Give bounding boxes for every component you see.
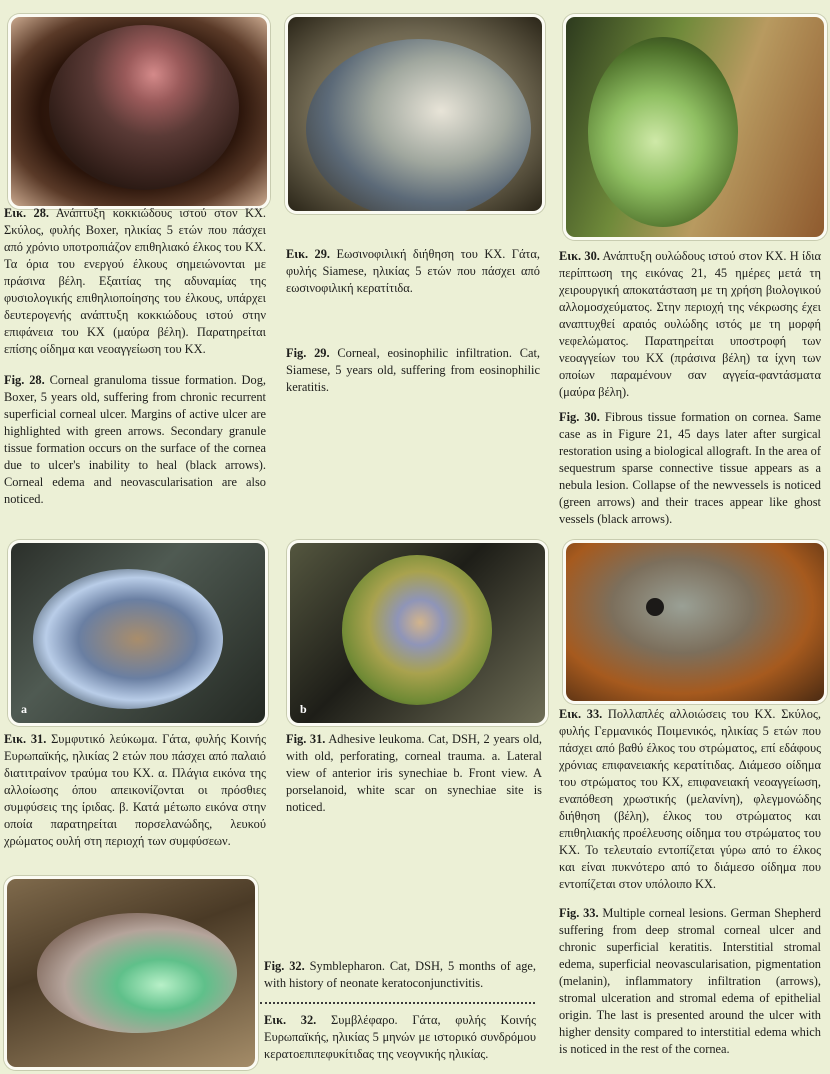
- fig33-gr-text: Πολλαπλές αλλοιώσεις του ΚΧ. Σκύλος, φυλής Γερμανικός Ποιμενικός, ηλικίας 5 ετών που πάσχει από βαθύ έλκος του στρώματος, επί εδάφους χρόνιας επιφανειακής κερατίτιδας. Διάμεσο οίδημα του στρώματος του ΚΧ, επιφανειακή νεοαγγείωση, εναπόθεση χρωστικής (μελανίνη), φλεγμονώδης διήθηση (βέλη), έλκος του στρώματος και επιθηλιακής προέλευσης οίδημα του στρώματος του ΚΧ. Το τελευταίο εντοπίζεται γύρω από το έλκος και είναι πυκνότερο από το διάμεσο οίδημα που εντοπίζεται στον υπόλοιπο ΚΧ.: [559, 707, 821, 891]
- fig32-en-label: Fig. 32.: [264, 959, 305, 973]
- fig31a-cornea: [33, 569, 223, 709]
- fig33-en-text: Multiple corneal lesions. German Shepherd suffering from deep stromal corneal ulcer and chronic superficial keratitis. Interstitial stromal edema, superficial neovascularisation, pigmentation (melanin), inflammatory infiltration (arrows), stromal ulceration and stromal edema of epithelial origin. The last is presented around the ulcer with higher density compared to interstitial edema which is noticed in the rest of the cornea.: [559, 906, 822, 1056]
- fig33-gr-label: Εικ. 33.: [559, 707, 603, 721]
- fig33-caption: [559, 706, 821, 1058]
- fig33-en-label: Fig. 33.: [559, 906, 599, 920]
- fig32-gr-text: Συμβλέφαρο. Γάτα, φυλής Κοινής Ευρωπαϊκής, ηλικίας 5 μηνών με ιστορικό συνδρόμου κερατοεπιπεφυκίτιδας της νεογνικής ηλικίας.: [264, 1013, 536, 1061]
- fig29-gr-text: Εωσινοφιλική διήθηση του ΚΧ. Γάτα, φυλής Siamese, ηλικίας 5 ετών που πάσχει από εωσινοφιλική κερατίτιδα.: [286, 247, 541, 295]
- fig31-gr-caption: [4, 731, 266, 850]
- fig30-caption: [559, 248, 821, 528]
- fig28-en-label: Fig. 28.: [4, 373, 45, 387]
- fig32-en-text: Symblepharon. Cat, DSH, 5 months of age, with history of neonate keratoconjunctivitis.: [264, 959, 536, 990]
- fig30-photo: [563, 14, 827, 240]
- fig31a-photo: [8, 540, 268, 726]
- fig31-gr-label: Εικ. 31.: [4, 732, 47, 746]
- fig29-photo: [285, 14, 545, 214]
- fig31b-cornea: [342, 555, 492, 705]
- fig31-en-label: Fig. 31.: [286, 732, 326, 746]
- fig28-cornea: [49, 25, 239, 190]
- fig28-caption: [4, 205, 266, 508]
- fig29-gr-label: Εικ. 29.: [286, 247, 331, 261]
- fig32-photo: [4, 876, 258, 1070]
- fig31-en-caption: [286, 731, 542, 816]
- fig33-ulcer: [646, 598, 664, 616]
- fig32-cornea: [37, 913, 237, 1033]
- fig29-en-text: Corneal, eosinophilic infiltration. Cat, Siamese, 5 years old, suffering from eosinophilic keratitis.: [286, 346, 541, 394]
- fig28-photo: [8, 14, 270, 209]
- fig28-gr-text: Ανάπτυξη κοκκιώδους ιστού στον ΚΧ. Σκύλος, φυλής Boxer, ηλικίας 5 ετών που πάσχει από χρόνιο υποτροπιάζον επιθηλιακό έλκος του ΚΧ. Τα όρια του ενεργού έλκους σημειώνονται με πράσινα βέλη. Εξαιτίας της αδυναμίας της φυσιολογικής επιθηλιοποίησης του έλκους, υπάρχει δευτερογενής ανάπτυξη κοκκιώδους ιστού στην επιφάνεια του ΚΧ (μαύρα βέλη). Παρατηρείται επίσης οίδημα και νεοαγγείωση του ΚΧ.: [4, 206, 266, 356]
- fig31b-label: b: [300, 702, 307, 716]
- fig32-en-caption: [264, 958, 536, 992]
- fig30-en-label: Fig. 30.: [559, 410, 600, 424]
- fig30-gr-text: Ανάπτυξη ουλώδους ιστού στον ΚΧ. Η ίδια περίπτωση της εικόνας 21, 45 ημέρες μετά τη χειρουργική αποκατάσταση με τη χρήση βιολογικού αλλομοσχεύματος. Στην περιοχή της νέκρωσης έχει αναπτυχθεί αραιός ουλώδης ιστός με τη μορφή νεφελώματος. Παρατηρείται υποστροφή των νεοαγγείων του ΚΧ (πράσινα βέλη) τα ίχνη των οποίων παραμένουν σαν αγγεία-φαντάσματα (μαύρα βέλη).: [559, 249, 822, 399]
- fig32-gr-caption: [264, 1012, 536, 1063]
- fig31a-label: a: [21, 702, 27, 716]
- fig31-en-text: Adhesive leukoma. Cat, DSH, 2 years old, with old, perforating, corneal trauma. a. Lateral view of anterior iris synechiae b. Front view. A porselanoid, white scar on synechiae site is noticed.: [286, 732, 543, 814]
- caption-divider: [260, 1002, 535, 1004]
- fig30-en-text: Fibrous tissue formation on cornea. Same case as in Figure 21, 45 days later after surgical restoration using a biological allograft. In the area of sequestrum sparse connective tissue appears as a nebula lesion. Collapse of the newvessels is noticed (green arrows) and their traces appear like ghost vessels (black arrows).: [559, 410, 821, 526]
- fig28-en-text: Corneal granuloma tissue formation. Dog, Boxer, 5 years old, suffering from chronic recurrent superficial corneal ulcer. Margins of active ulcer are highlighted with green arrows. Secondary granule tissue formation occurs on the surface of the cornea due to ulcer's inability to heal (black arrows). Corneal edema and neovascularisation are also noticed.: [4, 373, 266, 506]
- fig29-cornea: [306, 39, 531, 214]
- fig31-gr-text: Συμφυτικό λεύκωμα. Γάτα, φυλής Κοινής Ευρωπαϊκής, ηλικίας 2 ετών που πάσχει από παλαιό διατιτραίνον τραύμα του ΚΧ. α. Πλάγια εικόνα της αλλοίωσης όπου απεικονίζονται οι πρόσθιες συμφύσεις της ίριδας. β. Κατά μέτωπο εικόνα στην οποία παρατηρείται πορσελανώδης, λευκού χρώματος ουλή στη περιοχή των συμφύσεων.: [4, 732, 266, 848]
- fig31b-photo: [287, 540, 548, 726]
- fig33-photo: [563, 540, 827, 704]
- fig30-cornea: [588, 37, 738, 227]
- fig28-gr-label: Εικ. 28.: [4, 206, 50, 220]
- fig29-caption: [286, 246, 540, 396]
- fig30-gr-label: Εικ. 30.: [559, 249, 600, 263]
- fig29-en-label: Fig. 29.: [286, 346, 330, 360]
- fig32-gr-label: Εικ. 32.: [264, 1013, 317, 1027]
